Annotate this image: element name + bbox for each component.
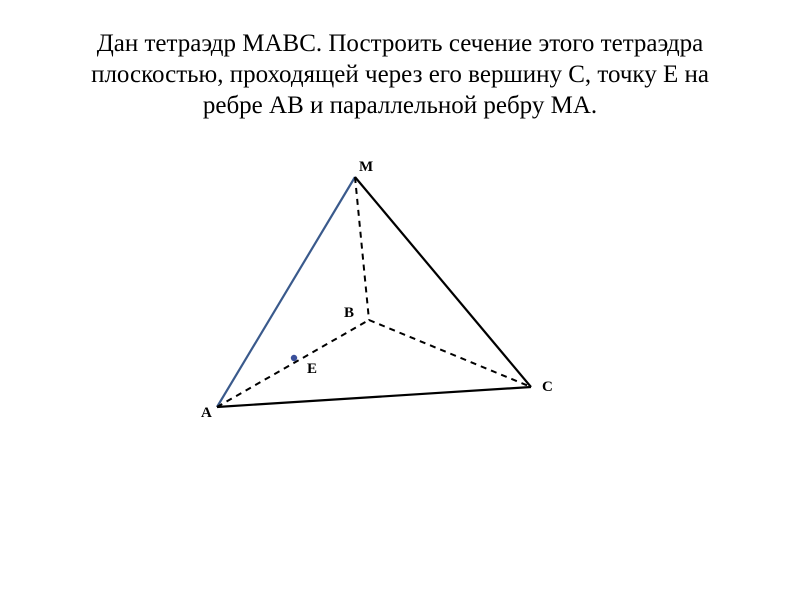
label-e: E <box>307 361 318 377</box>
edge-ab-hidden <box>217 320 369 407</box>
point-e <box>291 355 297 361</box>
label-c: C <box>542 379 553 395</box>
label-a: A <box>201 405 212 421</box>
problem-line-3: ребре АВ и параллельной ребру МА. <box>202 92 598 119</box>
label-m: M <box>359 159 374 175</box>
edge-mc <box>355 177 531 387</box>
problem-line-2: плоскостью, проходящей через его вершину С, точку Е на <box>91 61 709 88</box>
edge-mb-hidden <box>355 177 369 320</box>
edge-ma <box>217 177 355 407</box>
edge-ac <box>217 387 531 407</box>
problem-line-1: Дан тетраэдр МАВС. Построить сечение этого тетраэдра <box>96 30 704 57</box>
edge-bc-hidden <box>369 320 531 387</box>
label-b: B <box>344 305 355 321</box>
